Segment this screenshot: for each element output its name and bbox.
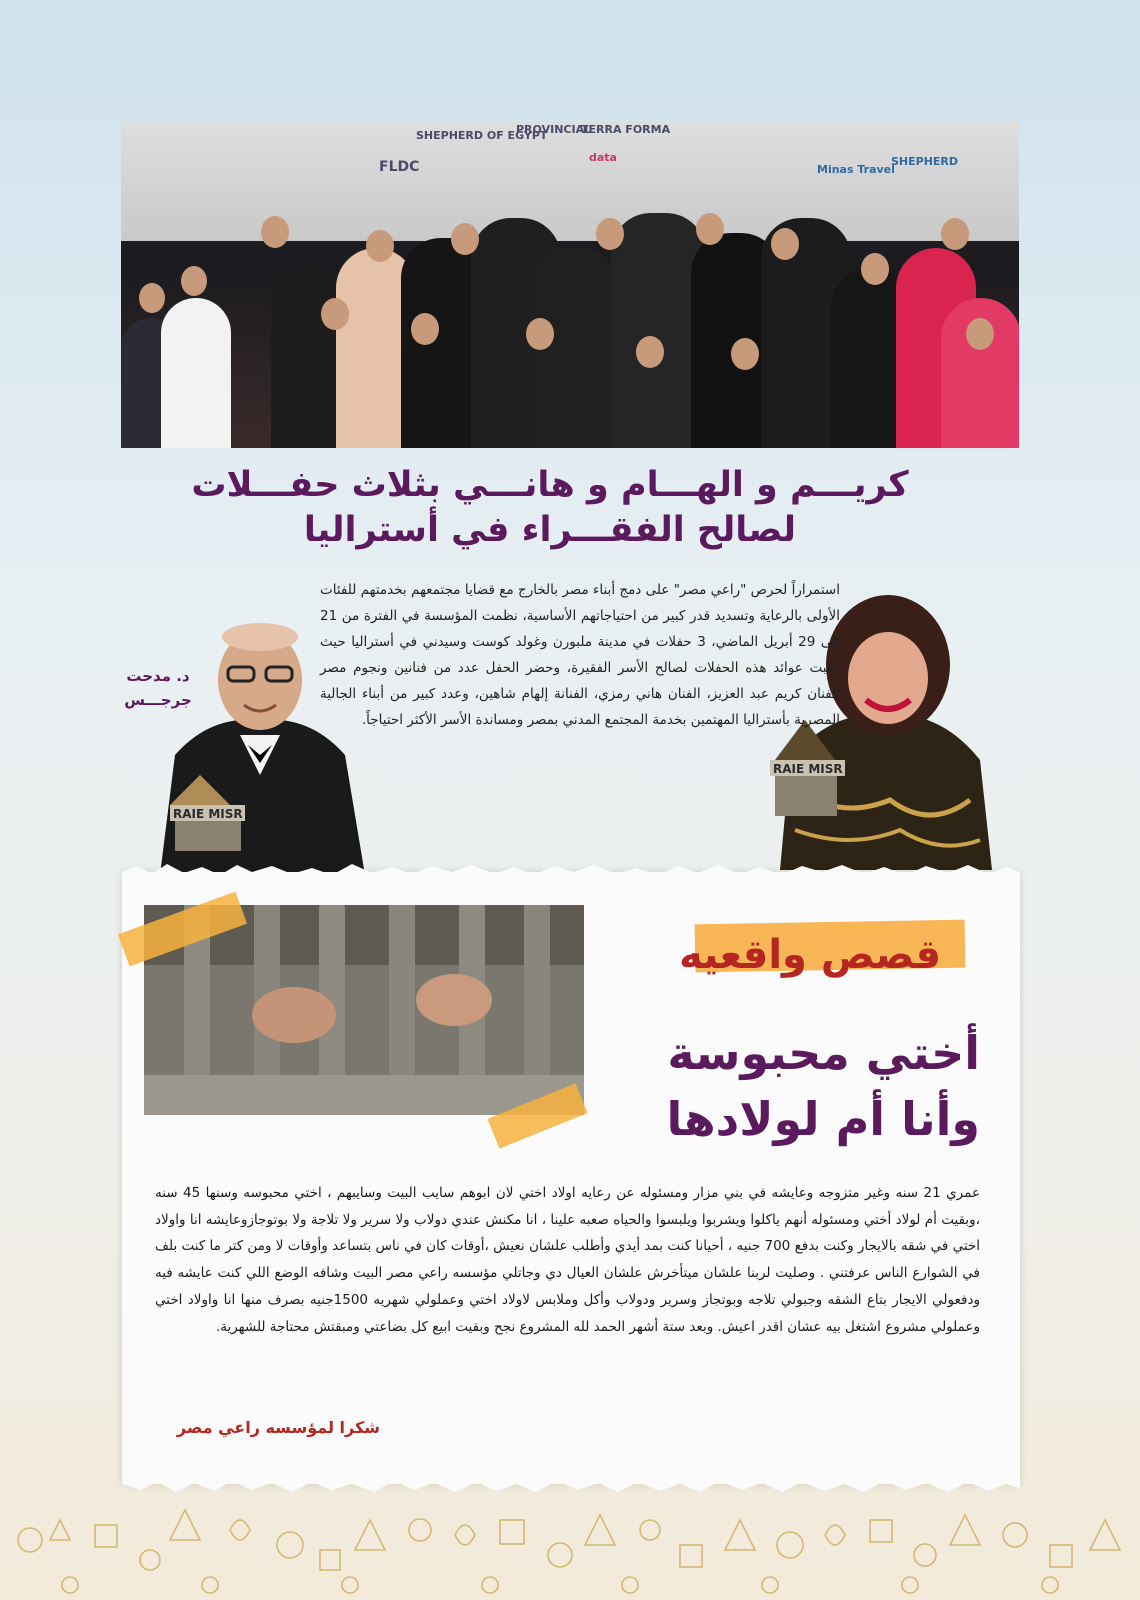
story-title [600,1020,980,1152]
face [139,283,165,313]
group-photo [121,121,1019,448]
face [966,318,994,350]
face [696,213,724,245]
face [861,253,889,285]
face [411,313,439,345]
person [161,298,231,448]
face [771,228,799,260]
face [636,336,664,368]
face [366,230,394,262]
story-body: عمري 21 سنه وغير متزوجه وعايشه في بني مزار ومسئوله عن رعايه اولاد اختي لان ابوهم سايب البيت وسايبهم ، اختي محبوسه وسنها 45 سنه ،وبقيت أم لولاد أختي ومسئوله أنهم ياكلوا ويشربوا ويلبسوا والحياه صعبه علينا ، انا مكنش عندي دولاب ولا سرير ولا تلاجة ولا بوتوجازوعايشه انا واولاد اختي في شقه بالايجار وكنت بدفع 700 جنيه ، أحيانا كنت بمد أيدي وأطلب علشان نعيش ،أوقات كان في ناس بتساعد وأوقات لا ومن كتر ما كنت بلف في الشوارع الناس عرفتني . وصليت لربنا علشان ميتأخرش علشان العيال دي وجاتلي مؤسسه راعي مصر البيت وشافه الوضع اللي كنت عايشه فيه ودفعولي الايجار بتاع الشقه وجبولي تلاجه وبوتجاز وسرير ودولاب وأكل وملابس لاولاد اختي وعملولي شهريه 1500جنيه بصرف منها انا واولاد اختي وعملولي مشروع اشتغل بيه عشان اقدر اعيش. وبعد ستة أشهر الحمد لله المشروع نجح وبقيت ابيع كل بضاعتي ومبقتش محتاجة للشهرية. [155,1185,980,1335]
title-line: وأنا أم لولادها [666,1092,980,1146]
headline-line: كريـــم و الهـــام و هانـــي بثلاث حفـــلات [191,465,909,505]
caption-line: جرجـــس [124,691,192,709]
caption-line: د. مدحت [126,667,190,685]
torn-edge-top [122,862,1020,882]
people-silhouettes [121,198,1019,448]
thanks-line: شكرا لمؤسسه راعي مصر [176,1418,380,1437]
face [731,338,759,370]
face [451,223,479,255]
title-line: أختي محبوسة [667,1026,980,1080]
sponsor-logo: data [589,151,617,164]
sponsor-logo: TERRA FORMA [581,123,671,136]
christmas-pattern [0,1490,1140,1600]
sponsor-logo: PROVINCIAL [516,123,592,136]
face [261,216,289,248]
story-kicker: قصص واقعيه [678,932,942,978]
sponsor-logo: SHEPHERD [891,155,959,168]
sponsor-logo: FLDC [379,159,420,175]
face [526,318,554,350]
article-intro: استمراراً لحرص "راعي مصر" على دمج أبناء مصر بالخارج مع قضايا مجتمعهم بخدمتهم للفئات الأولى بالرعاية وتسديد قدر كبير من احتياجاتهم الأساسية، نظمت المؤسسة في الفترة من 21 إلى 29 أبريل الماضي، 3 حفلات في مدينة ملبورن وغولد كوست وسيدني في أستراليا حيث ذهبت عوائد هذه الحفلات لصالح الأسر الفقيرة، وحضر الحفل عدد من فنانين ونجوم مصر الفنان كريم عبد العزيز، الفنان هاني رمزي، الفنانة إلهام شاهين، وعدد كبير من أبناء الجالية المصرية بأستراليا المهتمين بخدمة المجتمع المدني بمصر ومساندة الأسر الأكثر احتياجاً. [320,582,840,728]
award-label: RAIE MISR [173,807,243,821]
sponsor-logo: SHEPHERD OF EGYPT [416,129,548,142]
article-headline [180,463,920,553]
headline-line: لصالح الفقـــراء في أستراليا [303,510,797,550]
face [321,298,349,330]
face [181,266,207,296]
photo-caption [118,664,198,712]
award-label: RAIE MISR [773,762,843,776]
face [941,218,969,250]
face [596,218,624,250]
sponsor-logo: Minas Travel [817,163,895,176]
